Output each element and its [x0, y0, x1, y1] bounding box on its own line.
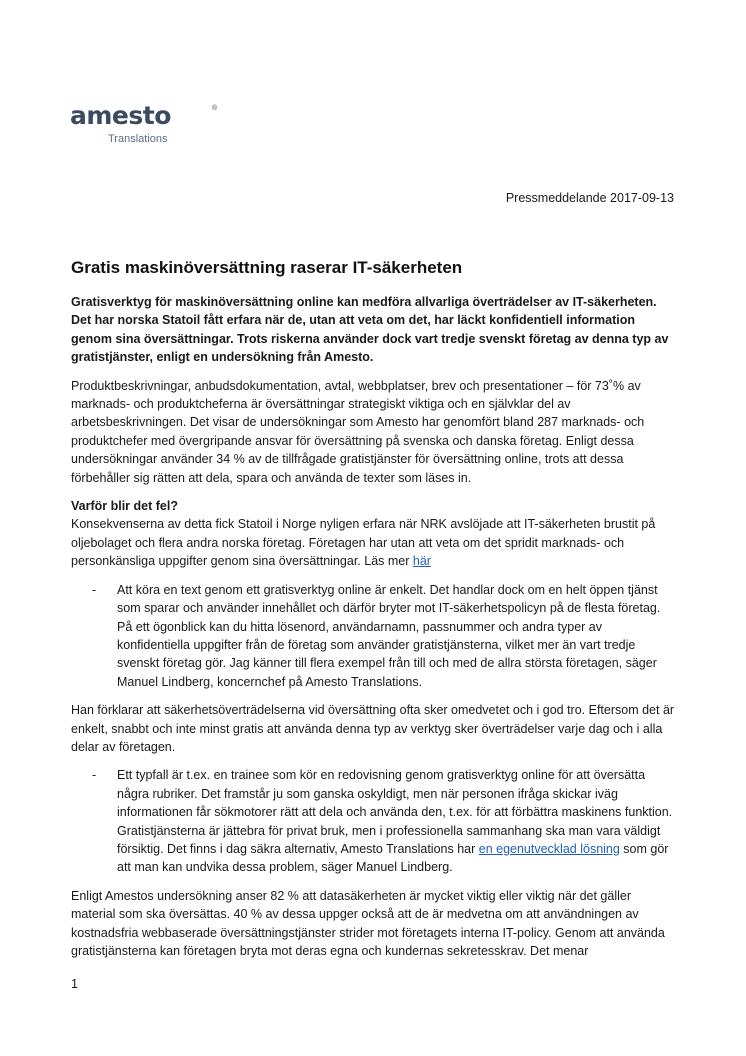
- quote-bullet-2-tail: som gör att man kan undvika dessa problem, säger Manuel Lindberg.: [117, 841, 669, 875]
- amesto-logo: [70, 101, 220, 147]
- press-release-dateline: Pressmeddelande 2017-09-13: [505, 191, 674, 205]
- lead-paragraph: Gratisverktyg för maskinöversättning online kan medföra allvarliga överträdelser av IT-säkerheten. Det har norska Statoil fått erfara när de, utan att veta om det, har läckt konfidentiell information genom sina översättningar. Trots riskerna använder dock vart tredje svenskt företag av denna typ av gratistjänster, enligt en undersökning från Amesto.: [71, 295, 669, 365]
- paragraph-2: [71, 515, 677, 570]
- quote-bullet-2-text: Ett typfall är t.ex. en trainee som kör en redovisning genom gratisverktyg online för att översätta några rubriker. Det framstår ju som ganska oskyldigt, men när personen ifråga skickar iväg informationen får sökmotorer rätt att dela och använda den, t.ex. för att förbättra maskinens funktion. Gratistjänsterna är jättebra för privat bruk, men i professionella sammanhang ska man vara väldigt försiktig. Det finns i dag säkra alternativ, Amesto Translations har: [117, 768, 673, 856]
- logo-wordmark: amesto: [70, 101, 171, 130]
- read-more-link[interactable]: här: [412, 554, 431, 569]
- logo-subtitle: Translations: [108, 133, 168, 145]
- section-heading: Varför blir det fel?: [71, 499, 178, 514]
- solution-link[interactable]: en egenutvecklad lösning: [478, 841, 620, 856]
- paragraph-4: Enligt Amestos undersökning anser 82 % att datasäkerheten är mycket viktig eller viktig när det gäller material som ska översättas. 40 % av dessa uppger också att de är medvetna om att användningen av kostnadsfria webbaserade översättningstjänster strider mot företagets interna IT-policy. Genom att använda gratistjänsterna kan företagen bryta mot deras egna och kundernas sekretesskrav. Det menar: [71, 888, 665, 958]
- quote-bullet-2: [71, 766, 677, 876]
- page-title: Gratis maskinöversättning raserar IT-säkerheten: [71, 258, 463, 277]
- quote-bullet-1-text: Att köra en text genom ett gratisverktyg online är enkelt. Det handlar dock om en helt öppen tjänst som sparar och använder innehållet och därför bryter mot IT-säkerhetspolicyn på de flesta företag. På ett ögonblick kan du hitta lösenord, användarnamn, passnummer och andra typer av konfidentiella uppgifter från de företag som använder gratistjänsterna, vilket mer än vart tredje svenskt företag gör. Jag känner till flera exempel från till och med de allra största företagen, säger Manuel Lindberg, koncernchef på Amesto Translations.: [117, 582, 661, 689]
- article-body: [71, 293, 677, 970]
- paragraph-2-text: Konsekvenserna av detta fick Statoil i Norge nyligen erfara när NRK avslöjade att IT-säkerheten brustit på oljebolaget och flera andra norska företag. Företagen har utan att veta om det spridit marknads- och personkänsliga uppgifter genom sina översättningar. Läs mer: [71, 517, 656, 569]
- quote-bullet-1: [71, 581, 677, 691]
- page-number: 1: [71, 977, 78, 991]
- bullet-dash: -: [92, 582, 97, 597]
- paragraph-1: Produktbeskrivningar, anbudsdokumentation, avtal, webbplatser, brev och presentationer – för 73˚% av marknads- och produktcheferna är översättningar strategiskt viktiga och en självklar del av arbetsbeskrivningen. Det visar de undersökningar som Amesto har genomfört bland 287 marknads- och produktchefer med övergripande ansvar för översättning på svenska och danska företag. Enligt dessa undersökningar använder 34 % av de tillfrågade gratistjänster för översättning online, trots att dessa förbehåller sig rätten att dela, spara och använda de texter som läses in.: [71, 378, 645, 485]
- paragraph-3: Han förklarar att säkerhetsöverträdelserna vid översättning ofta sker omedvetet och i god tro. Eftersom det är enkelt, snabbt och inte minst gratis att använda denna typ av verktyg sker överträdelser varje dag och i alla delar av företagen.: [71, 703, 675, 754]
- bullet-dash: -: [92, 768, 97, 783]
- logo-registered-mark: ®: [212, 105, 218, 112]
